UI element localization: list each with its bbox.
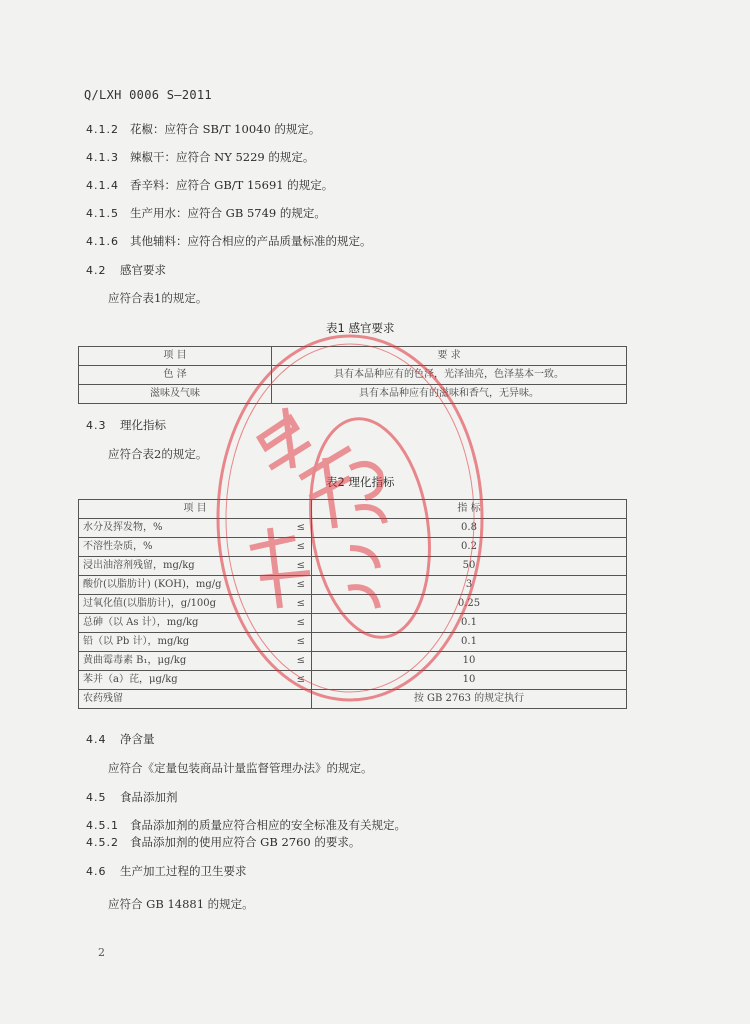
table-cell: 50 <box>312 557 627 576</box>
table-cell: 滋味及气味 <box>79 385 272 404</box>
table-cell: 黄曲霉毒素 B₁，μg/kg <box>79 652 288 671</box>
clause-4-1-3 <box>86 149 314 165</box>
clause-text: 花椒：应符合 SB/T 10040 的规定。 <box>130 122 321 136</box>
clause-text: 食品添加剂的质量应符合相应的安全标准及有关规定。 <box>130 818 406 832</box>
section-4-3-paragraph: 应符合表2的规定。 <box>108 447 208 461</box>
table-cell: 0.8 <box>312 519 627 538</box>
clause-4-1-5 <box>86 205 326 221</box>
section-heading-4-6 <box>86 863 247 879</box>
clause-number: 4.1.4 <box>86 179 119 192</box>
table-header-cell: 项 目 <box>79 347 272 366</box>
clause-number: 4.1.3 <box>86 151 119 164</box>
section-number: 4.5 <box>86 791 107 804</box>
table-cell: 0.2 <box>312 538 627 557</box>
clause-number: 4.1.2 <box>86 123 119 136</box>
section-number: 4.4 <box>86 733 107 746</box>
clause-text: 香辛料：应符合 GB/T 15691 的规定。 <box>130 178 334 192</box>
table-cell: 过氧化值(以脂肪计)，g/100g <box>79 595 288 614</box>
table-cell: ≤ <box>287 538 312 557</box>
table-cell: ≤ <box>287 652 312 671</box>
table-cell: ≤ <box>287 633 312 652</box>
table-cell: 色 泽 <box>79 366 272 385</box>
table-cell: 0.1 <box>312 633 627 652</box>
table-cell: 农药残留 <box>79 690 288 709</box>
section-number: 4.3 <box>86 419 107 432</box>
table1-caption: 表1 感官要求 <box>326 321 395 335</box>
clause-4-1-4 <box>86 177 333 193</box>
clause-number: 4.1.6 <box>86 235 119 248</box>
section-title: 净含量 <box>120 732 155 746</box>
section-title: 理化指标 <box>120 418 166 432</box>
table-cell: 按 GB 2763 的规定执行 <box>312 690 627 709</box>
table-cell: 不溶性杂质，% <box>79 538 288 557</box>
section-4-4-paragraph: 应符合《定量包装商品计量监督管理办法》的规定。 <box>108 761 373 775</box>
clause-text: 食品添加剂的使用应符合 GB 2760 的要求。 <box>130 835 361 849</box>
section-title: 感官要求 <box>120 263 166 277</box>
section-number: 4.2 <box>86 264 107 277</box>
section-4-2-paragraph: 应符合表1的规定。 <box>108 291 208 305</box>
clause-number: 4.5.1 <box>86 819 119 832</box>
standard-code: Q/LXH 0006 S—2011 <box>84 88 212 102</box>
seal-outer-ring <box>218 336 482 700</box>
table-cell: 10 <box>312 652 627 671</box>
table2-caption: 表2 理化指标 <box>326 475 395 489</box>
table-cell: 苯并（a）芘，μg/kg <box>79 671 288 690</box>
table-cell: ≤ <box>287 519 312 538</box>
table-cell: ≤ <box>287 614 312 633</box>
section-title: 食品添加剂 <box>120 790 178 804</box>
section-number: 4.6 <box>86 865 107 878</box>
clause-4-5-2 <box>86 834 360 850</box>
section-heading-4-3 <box>86 417 166 433</box>
table-cell: 酸价(以脂肪计) (KOH)，mg/g <box>79 576 288 595</box>
seal-glyph-mark <box>260 408 310 468</box>
seal-glyph-mark <box>250 528 310 608</box>
seal-glyph-mark <box>300 448 350 528</box>
clause-number: 4.5.2 <box>86 836 119 849</box>
table-cell: 10 <box>312 671 627 690</box>
seal-stamp <box>200 318 500 718</box>
table-header-cell: 项 目 <box>79 500 312 519</box>
table-cell: 浸出油溶剂残留，mg/kg <box>79 557 288 576</box>
table-cell: 0.1 <box>312 614 627 633</box>
section-heading-4-4 <box>86 731 155 747</box>
page-number: 2 <box>98 946 105 959</box>
section-4-6-paragraph: 应符合 GB 14881 的规定。 <box>108 897 254 911</box>
clause-4-1-6 <box>86 233 372 249</box>
table-cell: 具有本品种应有的滋味和香气，无异味。 <box>272 385 627 404</box>
table-cell: 水分及挥发物，% <box>79 519 288 538</box>
section-heading-4-5 <box>86 789 178 805</box>
table-cell: 3 <box>312 576 627 595</box>
clause-number: 4.1.5 <box>86 207 119 220</box>
table-header-cell: 指 标 <box>312 500 627 519</box>
clause-text: 其他辅料：应符合相应的产品质量标准的规定。 <box>130 234 372 248</box>
seal-center-ellipse <box>297 411 442 645</box>
section-title: 生产加工过程的卫生要求 <box>120 864 247 878</box>
table-cell: 总砷（以 As 计），mg/kg <box>79 614 288 633</box>
table-header-cell: 要 求 <box>272 347 627 366</box>
seal-inner-ring <box>226 344 474 692</box>
table-cell: 具有本品种应有的色泽，光泽油亮，色泽基本一致。 <box>272 366 627 385</box>
clause-text: 生产用水：应符合 GB 5749 的规定。 <box>130 206 326 220</box>
table-cell: ≤ <box>287 595 312 614</box>
clause-4-5-1 <box>86 817 406 833</box>
clause-4-1-2 <box>86 121 320 137</box>
table-cell: ≤ <box>287 576 312 595</box>
clause-text: 辣椒干：应符合 NY 5229 的规定。 <box>130 150 315 164</box>
table-cell: 铅（以 Pb 计），mg/kg <box>79 633 288 652</box>
seal-code-mark <box>348 464 385 608</box>
table-cell: ≤ <box>287 671 312 690</box>
table-cell: ≤ <box>287 557 312 576</box>
table-cell: 0.25 <box>312 595 627 614</box>
section-heading-4-2 <box>86 262 166 278</box>
